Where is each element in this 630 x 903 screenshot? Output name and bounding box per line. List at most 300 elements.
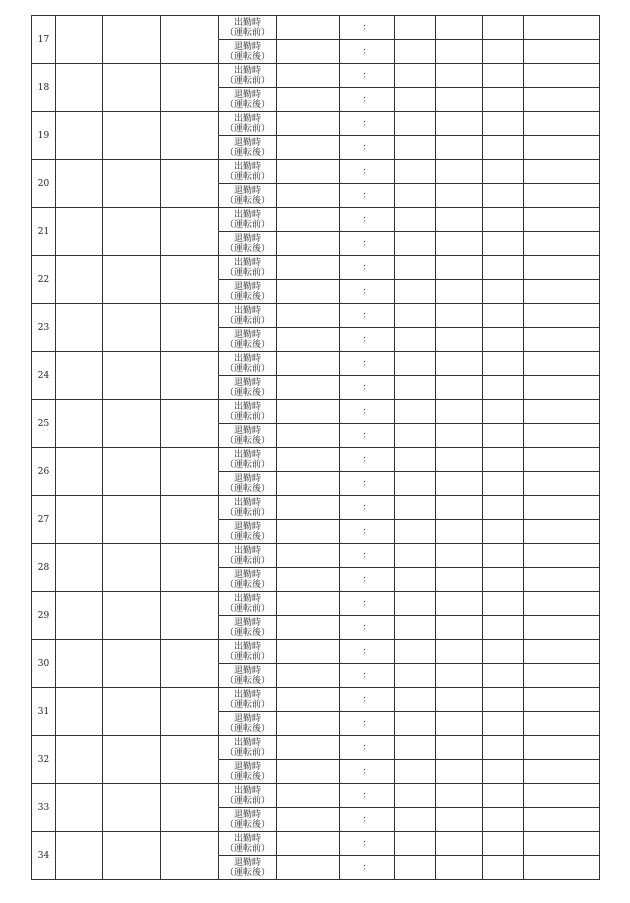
blank-cell[interactable] [483, 88, 524, 112]
blank-cell[interactable] [103, 16, 161, 64]
check-time-field[interactable]: ： [340, 760, 395, 784]
blank-cell[interactable] [56, 736, 103, 784]
blank-cell[interactable] [483, 520, 524, 544]
blank-cell[interactable] [56, 208, 103, 256]
blank-cell[interactable] [436, 376, 483, 400]
blank-cell[interactable] [161, 640, 219, 688]
blank-cell[interactable] [103, 784, 161, 832]
blank-cell[interactable] [103, 640, 161, 688]
blank-cell[interactable] [483, 664, 524, 688]
blank-cell[interactable] [483, 232, 524, 256]
blank-cell[interactable] [524, 256, 600, 280]
blank-cell[interactable] [395, 424, 436, 448]
blank-cell[interactable] [395, 616, 436, 640]
blank-cell[interactable] [524, 232, 600, 256]
blank-cell[interactable] [483, 40, 524, 64]
blank-cell[interactable] [436, 640, 483, 664]
blank-cell[interactable] [277, 136, 340, 160]
table-row [32, 784, 600, 808]
blank-cell[interactable] [395, 640, 436, 664]
blank-cell[interactable] [161, 448, 219, 496]
blank-cell[interactable] [277, 520, 340, 544]
blank-cell[interactable] [436, 400, 483, 424]
blank-cell[interactable] [483, 784, 524, 808]
blank-cell[interactable] [483, 568, 524, 592]
blank-cell[interactable] [56, 112, 103, 160]
timing-line1: 出勤時 [233, 449, 261, 460]
blank-cell[interactable] [483, 712, 524, 736]
blank-cell[interactable] [395, 712, 436, 736]
blank-cell[interactable] [483, 400, 524, 424]
blank-cell[interactable] [395, 496, 436, 520]
blank-cell[interactable] [56, 640, 103, 688]
blank-cell[interactable] [395, 64, 436, 88]
blank-cell[interactable] [103, 64, 161, 112]
blank-cell[interactable] [436, 520, 483, 544]
check-time-field[interactable]: ： [340, 208, 395, 232]
blank-cell[interactable] [161, 112, 219, 160]
check-time-field[interactable]: ： [340, 40, 395, 64]
blank-cell[interactable] [103, 400, 161, 448]
blank-cell[interactable] [277, 664, 340, 688]
check-time-field[interactable]: ： [340, 496, 395, 520]
blank-cell[interactable] [395, 568, 436, 592]
blank-cell[interactable] [436, 352, 483, 376]
blank-cell[interactable] [524, 304, 600, 328]
blank-cell[interactable] [483, 112, 524, 136]
blank-cell[interactable] [56, 832, 103, 880]
blank-cell[interactable] [103, 112, 161, 160]
check-timing-label [219, 472, 277, 496]
check-time-field[interactable]: ： [340, 136, 395, 160]
blank-cell[interactable] [395, 520, 436, 544]
blank-cell[interactable] [395, 784, 436, 808]
check-timing-label [219, 304, 277, 328]
check-time-field[interactable]: ： [340, 472, 395, 496]
check-time-field[interactable]: ： [340, 160, 395, 184]
blank-cell[interactable] [277, 184, 340, 208]
blank-cell[interactable] [483, 160, 524, 184]
blank-cell[interactable] [277, 256, 340, 280]
blank-cell[interactable] [524, 352, 600, 376]
blank-cell[interactable] [395, 832, 436, 856]
table-row [32, 112, 600, 136]
blank-cell[interactable] [103, 208, 161, 256]
check-time-field[interactable]: ： [340, 304, 395, 328]
blank-cell[interactable] [161, 16, 219, 64]
blank-cell[interactable] [161, 832, 219, 880]
blank-cell[interactable] [483, 352, 524, 376]
timing-line2: （運転前） [224, 603, 270, 614]
blank-cell[interactable] [524, 88, 600, 112]
blank-cell[interactable] [524, 616, 600, 640]
blank-cell[interactable] [277, 112, 340, 136]
blank-cell[interactable] [436, 424, 483, 448]
blank-cell[interactable] [277, 16, 340, 40]
blank-cell[interactable] [436, 592, 483, 616]
blank-cell[interactable] [436, 328, 483, 352]
blank-cell[interactable] [524, 640, 600, 664]
blank-cell[interactable] [395, 184, 436, 208]
table-row [32, 64, 600, 88]
check-time-field[interactable]: ： [340, 520, 395, 544]
blank-cell[interactable] [524, 520, 600, 544]
blank-cell[interactable] [483, 688, 524, 712]
blank-cell[interactable] [436, 160, 483, 184]
blank-cell[interactable] [395, 448, 436, 472]
blank-cell[interactable] [277, 64, 340, 88]
blank-cell[interactable] [483, 16, 524, 40]
blank-cell[interactable] [395, 400, 436, 424]
check-time-field[interactable]: ： [340, 688, 395, 712]
blank-cell[interactable] [436, 184, 483, 208]
blank-cell[interactable] [103, 160, 161, 208]
blank-cell[interactable] [161, 400, 219, 448]
blank-cell[interactable] [524, 568, 600, 592]
blank-cell[interactable] [436, 16, 483, 40]
blank-cell[interactable] [277, 616, 340, 640]
blank-cell[interactable] [161, 64, 219, 112]
blank-cell[interactable] [56, 160, 103, 208]
blank-cell[interactable] [277, 496, 340, 520]
blank-cell[interactable] [395, 760, 436, 784]
blank-cell[interactable] [56, 592, 103, 640]
blank-cell[interactable] [277, 352, 340, 376]
blank-cell[interactable] [395, 256, 436, 280]
blank-cell[interactable] [103, 304, 161, 352]
blank-cell[interactable] [161, 592, 219, 640]
blank-cell[interactable] [103, 256, 161, 304]
check-time-field[interactable]: ： [340, 280, 395, 304]
blank-cell[interactable] [483, 808, 524, 832]
blank-cell[interactable] [161, 160, 219, 208]
check-time-field[interactable]: ： [340, 832, 395, 856]
blank-cell[interactable] [161, 208, 219, 256]
blank-cell[interactable] [277, 160, 340, 184]
blank-cell[interactable] [277, 760, 340, 784]
check-timing-label [219, 832, 277, 856]
check-time-field[interactable]: ： [340, 400, 395, 424]
check-time-field[interactable]: ： [340, 184, 395, 208]
blank-cell[interactable] [436, 832, 483, 856]
blank-cell[interactable] [161, 544, 219, 592]
check-time-field[interactable]: ： [340, 424, 395, 448]
check-time-field[interactable]: ： [340, 736, 395, 760]
check-time-field[interactable]: ： [340, 448, 395, 472]
blank-cell[interactable] [395, 328, 436, 352]
blank-cell[interactable] [524, 736, 600, 760]
blank-cell[interactable] [395, 160, 436, 184]
row-number: 31 [32, 688, 56, 736]
blank-cell[interactable] [524, 136, 600, 160]
blank-cell[interactable] [483, 544, 524, 568]
blank-cell[interactable] [436, 712, 483, 736]
blank-cell[interactable] [524, 112, 600, 136]
check-timing-label [219, 112, 277, 136]
blank-cell[interactable] [395, 40, 436, 64]
check-time-field[interactable]: ： [340, 640, 395, 664]
check-time-field[interactable]: ： [340, 328, 395, 352]
blank-cell[interactable] [277, 472, 340, 496]
blank-cell[interactable] [483, 208, 524, 232]
blank-cell[interactable] [436, 808, 483, 832]
blank-cell[interactable] [161, 688, 219, 736]
check-time-field[interactable]: ： [340, 664, 395, 688]
check-timing-label [219, 856, 277, 880]
blank-cell[interactable] [436, 208, 483, 232]
blank-cell[interactable] [103, 832, 161, 880]
blank-cell[interactable] [524, 184, 600, 208]
blank-cell[interactable] [103, 352, 161, 400]
blank-cell[interactable] [277, 712, 340, 736]
blank-cell[interactable] [524, 208, 600, 232]
blank-cell[interactable] [483, 472, 524, 496]
blank-cell[interactable] [161, 304, 219, 352]
timing-line1: 退勤時 [233, 809, 261, 820]
blank-cell[interactable] [103, 448, 161, 496]
check-time-field[interactable]: ： [340, 64, 395, 88]
blank-cell[interactable] [103, 544, 161, 592]
blank-cell[interactable] [524, 544, 600, 568]
timing-line2: （運転前） [224, 699, 270, 710]
blank-cell[interactable] [395, 208, 436, 232]
blank-cell[interactable] [277, 832, 340, 856]
timing-line1: 退勤時 [233, 233, 261, 244]
check-time-field[interactable]: ： [340, 112, 395, 136]
timing-line2: （運転前） [224, 75, 270, 86]
blank-cell[interactable] [277, 280, 340, 304]
check-time-field[interactable]: ： [340, 856, 395, 880]
blank-cell[interactable] [277, 376, 340, 400]
check-time-field[interactable]: ： [340, 352, 395, 376]
blank-cell[interactable] [395, 352, 436, 376]
blank-cell[interactable] [277, 784, 340, 808]
blank-cell[interactable] [524, 832, 600, 856]
blank-cell[interactable] [56, 16, 103, 64]
blank-cell[interactable] [436, 112, 483, 136]
blank-cell[interactable] [103, 496, 161, 544]
check-time-field[interactable]: ： [340, 376, 395, 400]
blank-cell[interactable] [436, 736, 483, 760]
blank-cell[interactable] [395, 304, 436, 328]
blank-cell[interactable] [483, 592, 524, 616]
check-timing-label [219, 760, 277, 784]
blank-cell[interactable] [395, 136, 436, 160]
blank-cell[interactable] [395, 688, 436, 712]
check-time-field[interactable]: ： [340, 712, 395, 736]
timing-line2: （運転前） [224, 27, 270, 38]
blank-cell[interactable] [483, 856, 524, 880]
blank-cell[interactable] [483, 448, 524, 472]
blank-cell[interactable] [56, 688, 103, 736]
blank-cell[interactable] [483, 640, 524, 664]
blank-cell[interactable] [277, 568, 340, 592]
check-timing-label [219, 616, 277, 640]
blank-cell[interactable] [395, 544, 436, 568]
row-number: 26 [32, 448, 56, 496]
blank-cell[interactable] [436, 784, 483, 808]
blank-cell[interactable] [395, 808, 436, 832]
blank-cell[interactable] [524, 592, 600, 616]
blank-cell[interactable] [436, 688, 483, 712]
blank-cell[interactable] [524, 376, 600, 400]
check-time-field[interactable]: ： [340, 784, 395, 808]
blank-cell[interactable] [277, 640, 340, 664]
row-number: 18 [32, 64, 56, 112]
blank-cell[interactable] [436, 256, 483, 280]
blank-cell[interactable] [524, 808, 600, 832]
blank-cell[interactable] [483, 256, 524, 280]
blank-cell[interactable] [277, 232, 340, 256]
blank-cell[interactable] [395, 664, 436, 688]
timing-line1: 出勤時 [233, 545, 261, 556]
blank-cell[interactable] [524, 496, 600, 520]
blank-cell[interactable] [436, 544, 483, 568]
blank-cell[interactable] [395, 472, 436, 496]
blank-cell[interactable] [277, 856, 340, 880]
blank-cell[interactable] [395, 592, 436, 616]
blank-cell[interactable] [524, 472, 600, 496]
blank-cell[interactable] [524, 328, 600, 352]
timing-line1: 退勤時 [233, 89, 261, 100]
blank-cell[interactable] [103, 592, 161, 640]
blank-cell[interactable] [436, 88, 483, 112]
blank-cell[interactable] [103, 688, 161, 736]
blank-cell[interactable] [436, 304, 483, 328]
blank-cell[interactable] [161, 256, 219, 304]
blank-cell[interactable] [436, 64, 483, 88]
blank-cell[interactable] [277, 424, 340, 448]
blank-cell[interactable] [56, 304, 103, 352]
blank-cell[interactable] [524, 688, 600, 712]
blank-cell[interactable] [436, 448, 483, 472]
blank-cell[interactable] [277, 400, 340, 424]
blank-cell[interactable] [436, 280, 483, 304]
blank-cell[interactable] [56, 496, 103, 544]
blank-cell[interactable] [103, 736, 161, 784]
blank-cell[interactable] [483, 832, 524, 856]
blank-cell[interactable] [395, 16, 436, 40]
table-row [32, 640, 600, 664]
blank-cell[interactable] [436, 40, 483, 64]
blank-cell[interactable] [277, 592, 340, 616]
blank-cell[interactable] [161, 784, 219, 832]
blank-cell[interactable] [436, 232, 483, 256]
blank-cell[interactable] [395, 88, 436, 112]
blank-cell[interactable] [524, 760, 600, 784]
blank-cell[interactable] [524, 40, 600, 64]
blank-cell[interactable] [56, 400, 103, 448]
blank-cell[interactable] [277, 448, 340, 472]
blank-cell[interactable] [436, 760, 483, 784]
check-timing-label [219, 496, 277, 520]
check-timing-label [219, 232, 277, 256]
blank-cell[interactable] [436, 472, 483, 496]
blank-cell[interactable] [277, 808, 340, 832]
blank-cell[interactable] [436, 856, 483, 880]
blank-cell[interactable] [395, 232, 436, 256]
check-time-field[interactable]: ： [340, 592, 395, 616]
timing-line1: 出勤時 [233, 593, 261, 604]
blank-cell[interactable] [395, 280, 436, 304]
table-row [32, 544, 600, 568]
blank-cell[interactable] [524, 400, 600, 424]
blank-cell[interactable] [277, 40, 340, 64]
check-time-field[interactable]: ： [340, 808, 395, 832]
blank-cell[interactable] [483, 64, 524, 88]
blank-cell[interactable] [524, 784, 600, 808]
check-time-field[interactable]: ： [340, 616, 395, 640]
blank-cell[interactable] [524, 16, 600, 40]
blank-cell[interactable] [395, 856, 436, 880]
blank-cell[interactable] [56, 448, 103, 496]
blank-cell[interactable] [277, 208, 340, 232]
blank-cell[interactable] [436, 496, 483, 520]
blank-cell[interactable] [483, 304, 524, 328]
check-time-field[interactable]: ： [340, 232, 395, 256]
blank-cell[interactable] [483, 184, 524, 208]
blank-cell[interactable] [277, 688, 340, 712]
blank-cell[interactable] [56, 544, 103, 592]
blank-cell[interactable] [395, 112, 436, 136]
table-row [32, 352, 600, 376]
check-time-field[interactable]: ： [340, 568, 395, 592]
blank-cell[interactable] [483, 376, 524, 400]
blank-cell[interactable] [277, 328, 340, 352]
blank-cell[interactable] [161, 496, 219, 544]
blank-cell[interactable] [483, 136, 524, 160]
blank-cell[interactable] [161, 352, 219, 400]
blank-cell[interactable] [524, 280, 600, 304]
blank-cell[interactable] [436, 568, 483, 592]
check-time-field[interactable]: ： [340, 256, 395, 280]
blank-cell[interactable] [161, 736, 219, 784]
blank-cell[interactable] [277, 736, 340, 760]
blank-cell[interactable] [395, 736, 436, 760]
table-row [32, 208, 600, 232]
blank-cell[interactable] [395, 376, 436, 400]
check-time-field[interactable]: ： [340, 544, 395, 568]
blank-cell[interactable] [483, 280, 524, 304]
blank-cell[interactable] [277, 88, 340, 112]
blank-cell[interactable] [483, 496, 524, 520]
blank-cell[interactable] [483, 328, 524, 352]
blank-cell[interactable] [483, 736, 524, 760]
check-time-field[interactable]: ： [340, 16, 395, 40]
blank-cell[interactable] [436, 616, 483, 640]
blank-cell[interactable] [436, 136, 483, 160]
blank-cell[interactable] [436, 664, 483, 688]
blank-cell[interactable] [524, 664, 600, 688]
blank-cell[interactable] [524, 424, 600, 448]
blank-cell[interactable] [56, 352, 103, 400]
blank-cell[interactable] [56, 256, 103, 304]
blank-cell[interactable] [524, 712, 600, 736]
blank-cell[interactable] [56, 64, 103, 112]
blank-cell[interactable] [524, 160, 600, 184]
blank-cell[interactable] [483, 616, 524, 640]
check-time-field[interactable]: ： [340, 88, 395, 112]
blank-cell[interactable] [277, 304, 340, 328]
blank-cell[interactable] [56, 784, 103, 832]
timing-line2: （運転前） [224, 747, 270, 758]
blank-cell[interactable] [524, 64, 600, 88]
blank-cell[interactable] [277, 544, 340, 568]
blank-cell[interactable] [524, 448, 600, 472]
blank-cell[interactable] [483, 424, 524, 448]
blank-cell[interactable] [483, 760, 524, 784]
blank-cell[interactable] [524, 856, 600, 880]
